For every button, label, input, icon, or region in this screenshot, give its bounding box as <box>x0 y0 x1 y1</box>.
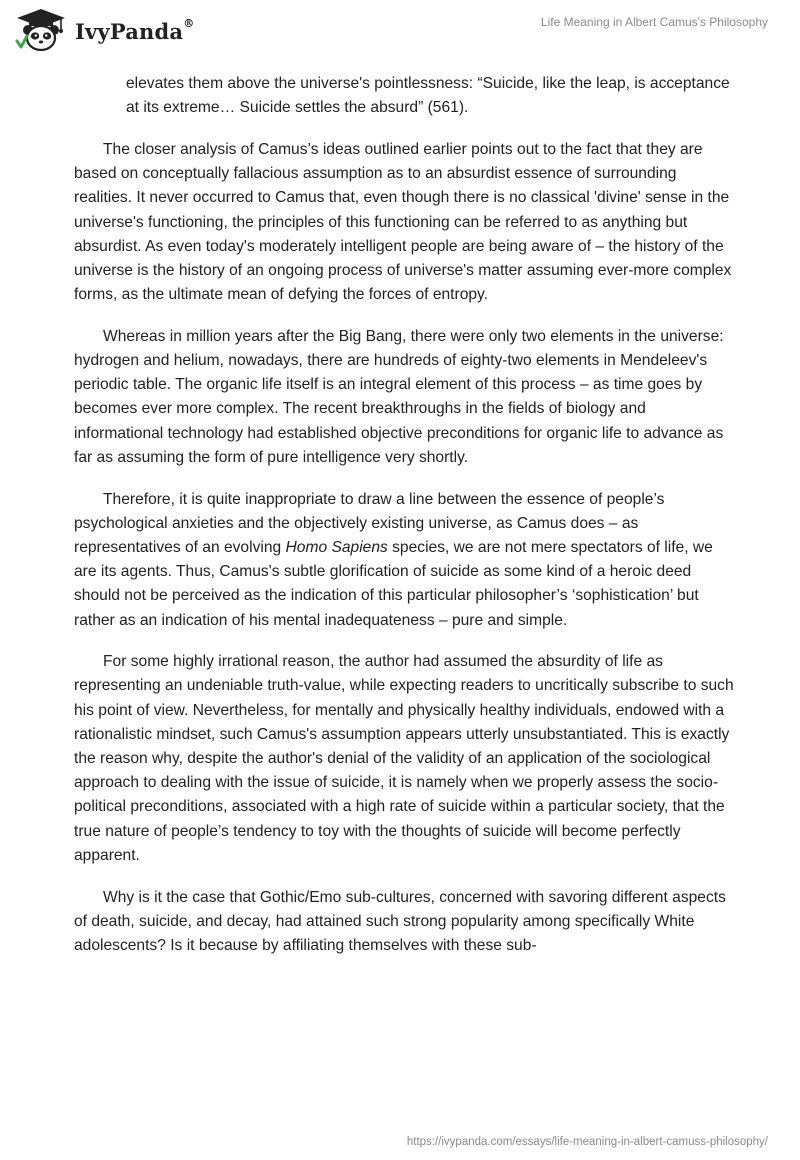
paragraph: Whereas in million years after the Big Bang, there were only two elements in the universe: hydrogen and helium, nowadays, there are hundreds of eighty-two elements in Mendeleev's periodic table. The organic life itself is an integral element of this process – as time goes by becomes ever more complex. The recent breakthroughs in the fields of biology and informational technology had established objective preconditions for organic life to advance as far as assuming the form of pure intelligence very shortly. <box>74 327 724 466</box>
block-quote-continuation: elevates them above the universe's pointlessness: “Suicide, like the leap, is acceptance at its extreme… Suicide settles the absurd” (561). <box>126 75 730 117</box>
essay-content <box>74 72 734 976</box>
brand-logo[interactable] <box>14 8 194 52</box>
paragraph: The closer analysis of Camus’s ideas outlined earlier points out to the fact that they are based on conceptually fallacious assumption as to an absurdist essence of surrounding realities. It never occurred to Camus that, even though there is no classical 'divine' sense in the universe's functioning, the principles of this functioning can be referred to as anything but absurdist. As even today's moderately intelligent people are being aware of – the history of the universe is the history of an ongoing process of universe's matter assuming ever-more complex forms, as the ultimate mean of defying the forces of entropy. <box>74 140 732 304</box>
paragraph-text: Therefore, it is quite inappropriate to draw a line between the essence of people’s psychological anxieties and the objectively existing universe, as Camus does – as representatives of an evolving <box>74 490 665 556</box>
italic-term: Homo Sapiens <box>285 538 388 556</box>
source-url[interactable]: https://ivypanda.com/essays/life-meaning-in-albert-camuss-philosophy/ <box>406 1136 768 1148</box>
brand-name: IvyPanda® <box>75 16 195 44</box>
paragraph-text: species, we are not mere spectators of life, we are its agents. Thus, Camus's subtle glorification of suicide as some kind of a heroic deed should not be perceived as the indication of this particular philosopher’s ‘sophistication’ but rather as an indication of his mental inadequateness – pure and simple. <box>74 538 713 629</box>
paragraph: Why is it the case that Gothic/Emo sub-cultures, concerned with savoring different aspects of death, suicide, and decay, had attained such strong popularity among specifically White adolescents? Is it because by affiliating themselves with these sub- <box>74 888 726 954</box>
registered-mark: ® <box>183 16 195 30</box>
page-header <box>0 0 800 60</box>
document-title: Life Meaning in Albert Camus's Philosophy <box>540 15 768 29</box>
paragraph: For some highly irrational reason, the author had assumed the absurdity of life as representing an undeniable truth-value, while expecting readers to uncritically subscribe to such his point of view. Nevertheless, for mentally and physically healthy individuals, endowed with a rationalistic mindset, such Camus's assumption appears utterly unsubstantiated. This is exactly the reason why, despite the author's denial of the validity of an application of the sociological approach to dealing with the issue of suicide, it is namely when we properly assess the socio-political preconditions, associated with a high rate of suicide within a particular society, that the true nature of people’s tendency to toy with the thoughts of suicide will become perfectly apparent. <box>74 653 734 864</box>
paragraph <box>74 488 734 633</box>
panda-graduate-icon <box>14 8 68 52</box>
